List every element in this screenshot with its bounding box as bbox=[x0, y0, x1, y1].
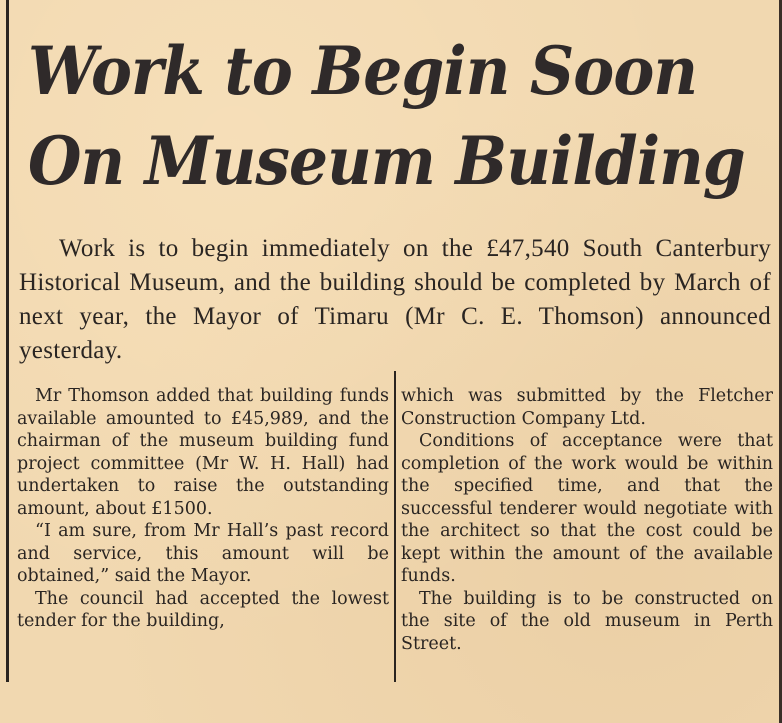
body-paragraph: Mr Thomson added that building funds available amounted to £45,989, and the chairman of the museum building fund project committee (Mr W. H. Hall) had undertaken to raise the outstanding amount, about £1500. bbox=[17, 386, 389, 519]
lede-paragraph: Work is to begin immediately on the £47,540 South Canterbury Historical Museum, and the building should be completed by March of next year, the Mayor of Timaru (Mr C. E. Thomson) announced yesterday. bbox=[19, 235, 771, 364]
headline-line-2: On Museum Building bbox=[28, 122, 745, 200]
body-paragraph: “I am sure, from Mr Hall’s past record and service, this amount will be obtained,” said the Mayor. bbox=[17, 521, 389, 586]
body-paragraph-continued: which was submitted by the Fletcher Construction Company Ltd. bbox=[401, 386, 773, 429]
body-paragraph: The council had accepted the lowest tender for the building, bbox=[17, 588, 389, 631]
left-border-rule bbox=[6, 0, 9, 682]
right-column bbox=[401, 385, 773, 655]
headline bbox=[28, 26, 745, 206]
body-columns bbox=[17, 385, 779, 685]
body-paragraph: Conditions of acceptance were that completion of the work would be within the specified time, and that the successful tenderer would negotiate with the architect so that the cost could be kept within the amount of the available funds. bbox=[401, 431, 773, 586]
left-column bbox=[17, 385, 389, 633]
body-paragraph: The building is to be constructed on the site of the old museum in Perth Street. bbox=[401, 588, 773, 654]
headline-line-1: Work to Begin Soon bbox=[28, 32, 698, 110]
